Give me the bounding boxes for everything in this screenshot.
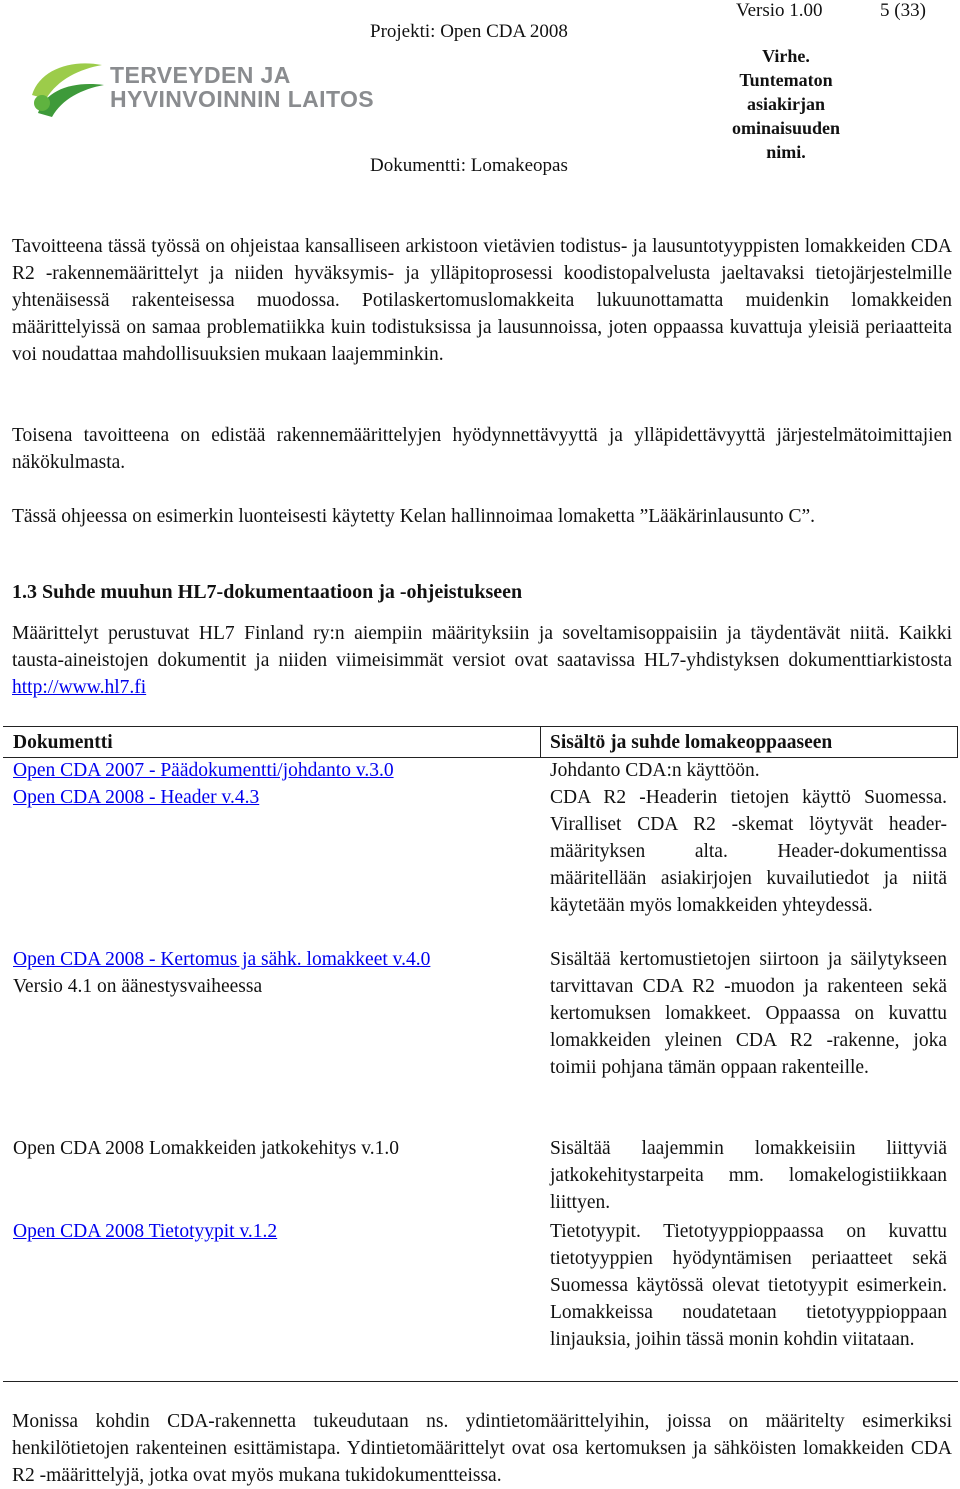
header-version: Versio 1.00 xyxy=(736,0,823,21)
document-note: Versio 4.1 on äänestysvaiheessa xyxy=(13,976,263,997)
logo-text-line2: HYVINVOINNIN LAITOS xyxy=(110,86,375,112)
table-row-desc: Sisältää kertomustietojen siirtoon ja säilytykseen tarvittavan CDA R2 -muodon ja rakenteen sekä kertomuksen lomakkeet. Oppaassa on kuvattu lomakkeiden yleinen CDA R2 -rakenne, joka toimii pohjana tämän oppaan rakenteille. xyxy=(550,949,947,1078)
table-row-doc xyxy=(13,784,533,811)
table-row-desc: Johdanto CDA:n käyttöön. xyxy=(550,760,760,781)
hl7-relation-paragraph xyxy=(12,620,952,701)
table-row-desc: Tietotyypit. Tietotyyppioppaassa on kuvattu tietotyyppien hyödyntämisen periaatteet sekä Suomessa käytössä olevat tietotyypit esimerkein. Lomakkeissa noudatetaan tietotyyppioppaan linjauksia, joihin tässä monin kohdin viitataan. xyxy=(550,1221,947,1350)
table-row-doc xyxy=(13,946,533,1000)
leaf-logo-icon xyxy=(28,55,108,121)
header-project: Projekti: Open CDA 2008 xyxy=(370,21,568,42)
document-link[interactable]: Open CDA 2007 - Päädokumentti/johdanto v.3.0 xyxy=(13,760,394,781)
organization-logo xyxy=(28,55,375,121)
hl7-relation-text: Määrittelyt perustuvat HL7 Finland ry:n aiempiin määrityksiin ja soveltamisoppaisiin ja täydentävät niitä. Kaikki tausta-aineistojen dokumentit ja niiden viimeisimmät versiot ovat saatavissa HL7-yhdistyksen dokumenttiarkistosta xyxy=(12,623,952,671)
table-header-divider xyxy=(540,727,541,757)
table-row-desc: CDA R2 -Headerin tietojen käyttö Suomessa. Viralliset CDA R2 -skemat löytyvät header-määrityksen alta. Header-dokumentissa määritellään asiakirjojen kuvailutiedot ja niitä käytetään myös lomakkeiden yhteydessä. xyxy=(550,787,947,916)
header-document: Dokumentti: Lomakeopas xyxy=(370,155,568,176)
logo-text-line1: TERVEYDEN JA xyxy=(110,62,291,88)
table-row-desc: Sisältää laajemmin lomakkeisiin liittyviä jatkokehitystarpeita mm. lomakelogistiikkaan liittyen. xyxy=(550,1138,947,1213)
second-goal-paragraph: Toisena tavoitteena on edistää rakennemäärittelyjen hyödynnettävyyttä ja ylläpidettävyyttä järjestelmätoimittajien näkökulmasta. xyxy=(12,425,952,473)
header-page-number: 5 (33) xyxy=(880,0,926,21)
error-line: Tuntematon xyxy=(739,70,833,90)
error-line: Virhe. xyxy=(762,46,810,66)
table-row-doc xyxy=(13,757,533,784)
error-line: asiakirjan xyxy=(746,94,825,114)
error-line: ominaisuuden xyxy=(731,118,841,138)
document-link[interactable]: Open CDA 2008 Tietotyypit v.1.2 xyxy=(13,1221,278,1242)
document-link[interactable]: Open CDA 2008 - Kertomus ja sähk. lomakkeet v.4.0 xyxy=(13,949,431,970)
table-row-doc: Open CDA 2008 Lomakkeiden jatkokehitys v.1.0 xyxy=(13,1138,399,1159)
document-table xyxy=(3,726,958,1382)
table-row-doc xyxy=(13,1218,533,1245)
example-form-paragraph: Tässä ohjeessa on esimerkin luonteisesti käytetty Kelan hallinnoimaa lomaketta ”Lääkärinlausunto C”. xyxy=(12,506,816,527)
header-error-message xyxy=(700,44,872,164)
section-heading: 1.3 Suhde muuhun HL7-dokumentaatioon ja -ohjeistukseen xyxy=(12,581,523,603)
error-line: nimi. xyxy=(766,142,806,162)
table-header-content: Sisältö ja suhde lomakeoppaaseen xyxy=(550,732,833,753)
intro-paragraph: Tavoitteena tässä työssä on ohjeistaa kansalliseen arkistoon vietävien todistus- ja lausuntotyyppisten lomakkeiden CDA R2 -rakennemäärittelyt ja niiden hyväksymis- ja ylläpitoprosessi koodistopalvelusta jaeltavaksi tietojärjestelmille yhtenäisessä rakenteisessa muodossa. Potilaskertomuslomakkeita lukuunottamatta muidenkin lomakkeiden määrittelyissä on samaa problematiikka kuin todistuksissa ja lausunnoissa, joten oppaassa kuvattuja yleisiä periaatteita voi noudattaa mahdollisuuksien mukaan laajemminkin. xyxy=(12,236,952,365)
core-data-paragraph: Monissa kohdin CDA-rakennetta tukeudutaan ns. ydintietomäärittelyihin, joissa on määritelty esimerkiksi henkilötietojen rakenteinen esittämistapa. Ydintietomäärittelyt ovat osa kertomuksen ja sähköisten lomakkeiden CDA R2 -määrittelyjä, jotka ovat myös mukana tukidokumentteissa. xyxy=(12,1411,952,1486)
hl7-archive-link[interactable]: http://www.hl7.fi xyxy=(12,677,147,698)
table-header-document: Dokumentti xyxy=(13,732,113,753)
table-header-right-border xyxy=(957,727,958,757)
document-link[interactable]: Open CDA 2008 - Header v.4.3 xyxy=(13,787,260,808)
